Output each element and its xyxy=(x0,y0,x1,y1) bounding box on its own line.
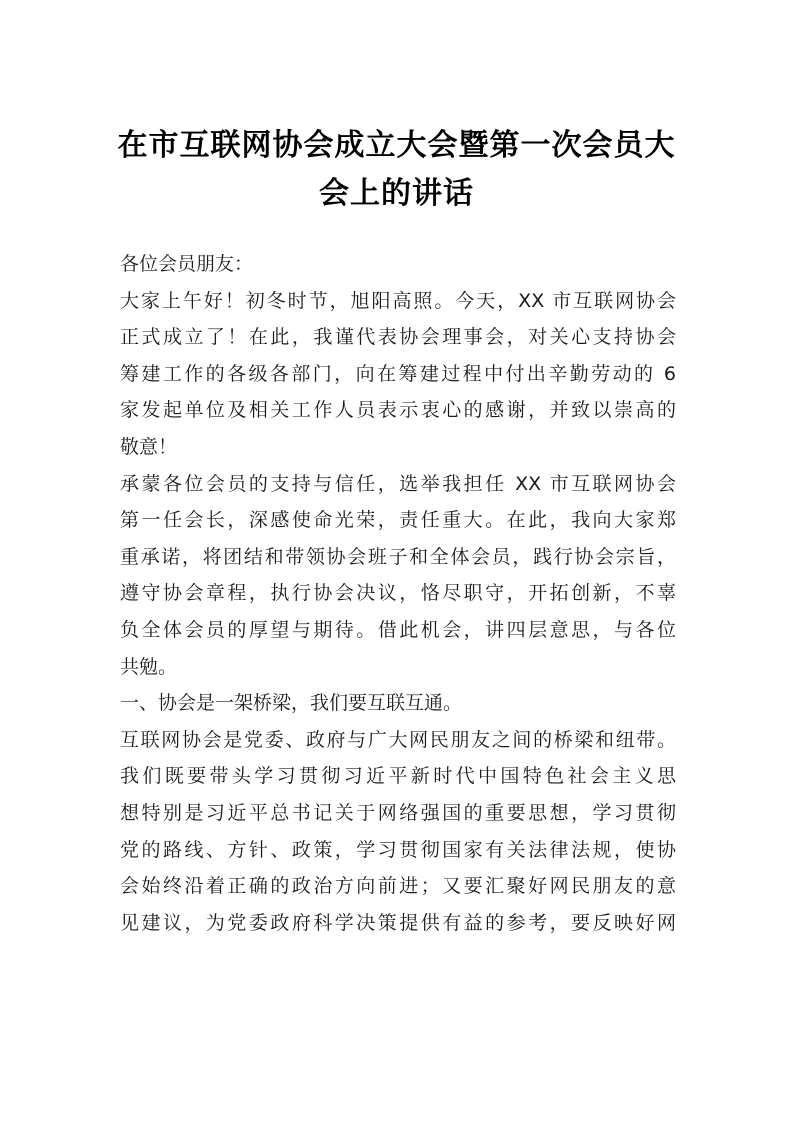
document-title xyxy=(80,122,713,218)
body-line: 正式成立了！在此，我谨代表协会理事会，对关心支持协会 xyxy=(120,326,676,349)
body-line: 大家上午好！初冬时节，旭阳高照。今天，XX 市互联网协会 xyxy=(120,289,676,312)
body-line: 敬意！ xyxy=(120,435,178,458)
body-line: 党的路线、方针、政策，学习贯彻国家有关法律法规，使协 xyxy=(120,838,676,861)
body-line: 我们既要带头学习贯彻习近平新时代中国特色社会主义思 xyxy=(120,765,676,788)
body-line: 互联网协会是党委、政府与广大网民朋友之间的桥梁和纽带。 xyxy=(120,728,676,751)
body-line: 负全体会员的厚望与期待。借此机会，讲四层意思，与各位 xyxy=(120,618,676,641)
document-title-line: 会上的讲话 xyxy=(319,176,474,211)
body-line: 会始终沿着正确的政治方向前进；又要汇聚好网民朋友的意 xyxy=(120,875,676,898)
body-line: 筹建工作的各级各部门，向在筹建过程中付出辛勤劳动的 6 xyxy=(120,362,676,385)
body-line: 遵守协会章程，执行协会决议，恪尽职守，开拓创新，不辜 xyxy=(120,582,676,605)
body-line: 重承诺，将团结和带领协会班子和全体会员，践行协会宗旨， xyxy=(120,545,676,568)
body-line: 承蒙各位会员的支持与信任，选举我担任 XX 市互联网协会 xyxy=(120,472,676,495)
body-line: 一、协会是一架桥梁，我们要互联互通。 xyxy=(120,692,463,715)
body-line: 各位会员朋友： xyxy=(120,253,254,275)
document-body xyxy=(120,246,676,941)
body-line: 第一任会长，深感使命光荣，责任重大。在此，我向大家郑 xyxy=(120,509,676,532)
body-line: 共勉。 xyxy=(120,655,178,678)
body-line: 想特别是习近平总书记关于网络强国的重要思想，学习贯彻 xyxy=(120,801,676,824)
body-line: 见建议，为党委政府科学决策提供有益的参考，要反映好网 xyxy=(120,911,676,934)
document-title-line: 在市互联网协会成立大会暨第一次会员大 xyxy=(117,128,676,163)
body-line: 家发起单位及相关工作人员表示衷心的感谢，并致以崇高的 xyxy=(120,399,676,422)
